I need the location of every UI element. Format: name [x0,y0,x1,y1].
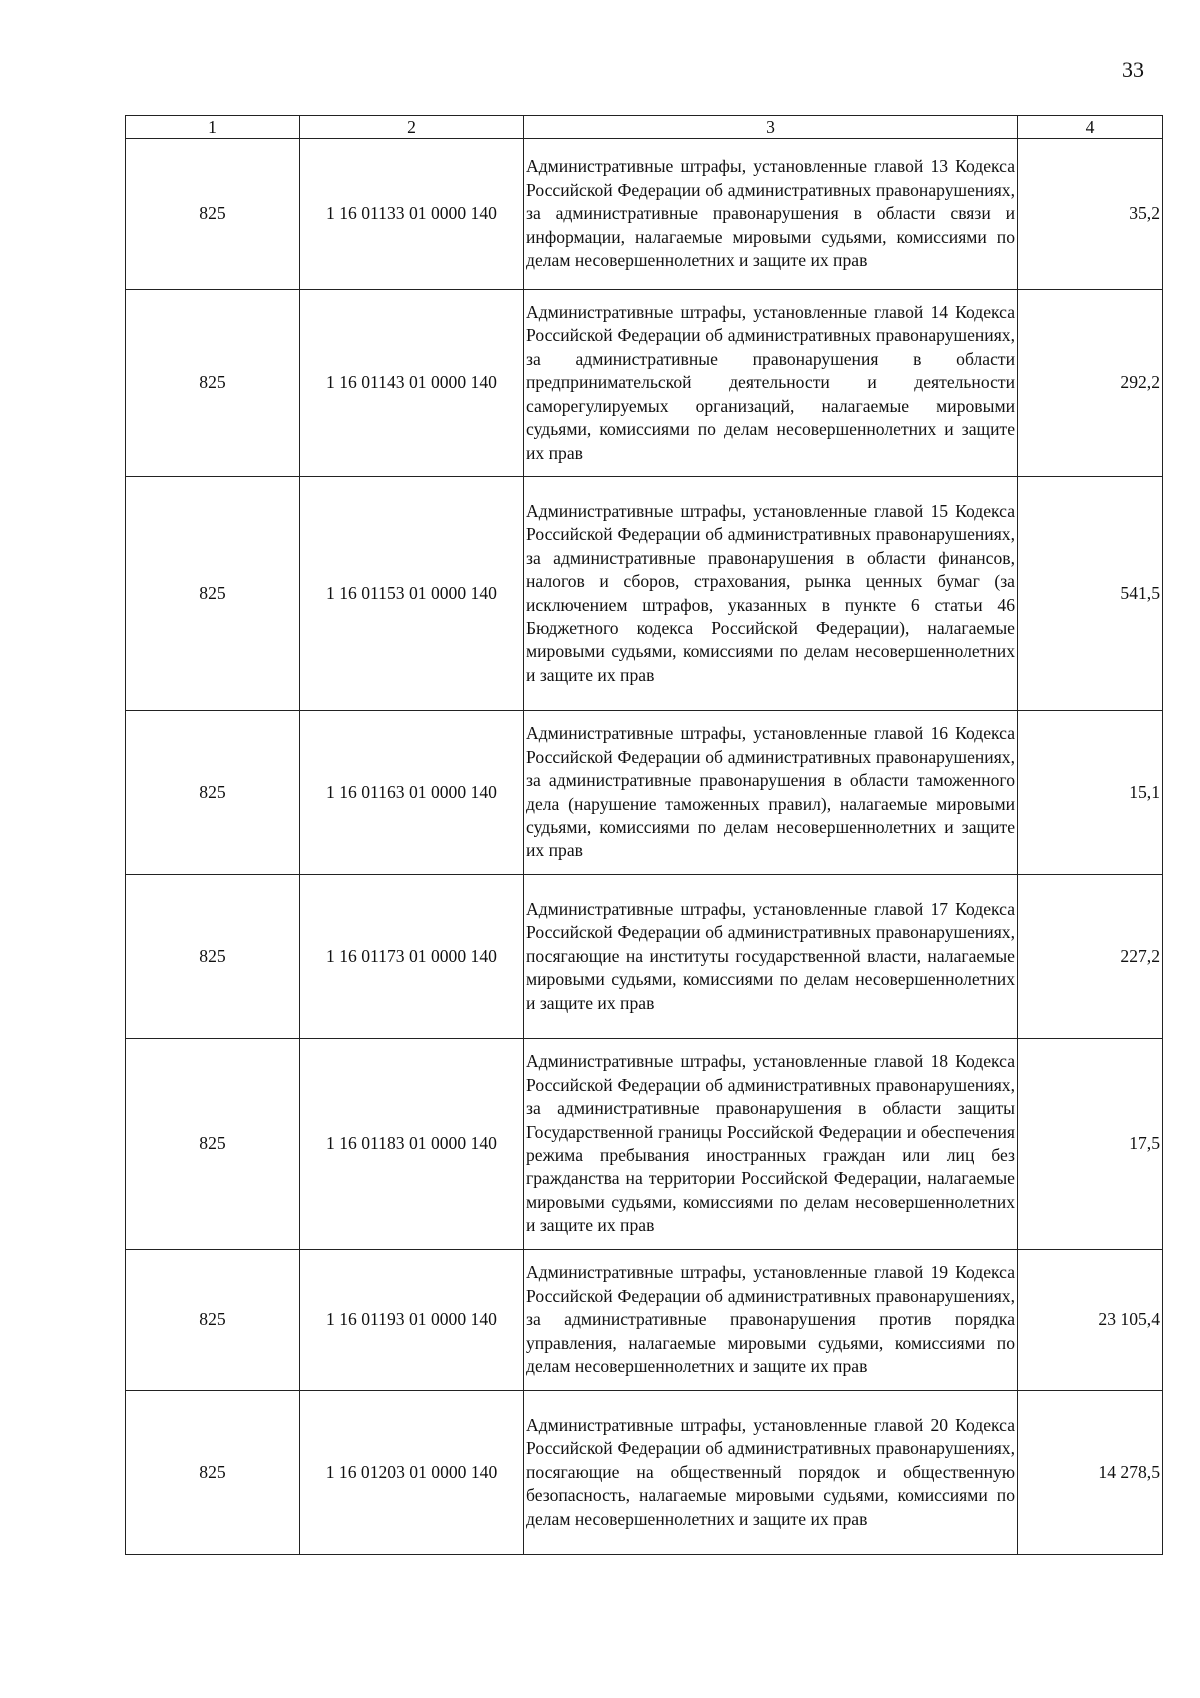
admin-code-cell: 825 [126,477,300,711]
sum-cell: 14 278,5 [1018,1391,1163,1555]
description-cell: Административные штрафы, установленные главой 15 Кодекса Российской Федерации об административных правонарушениях, за административные правонарушения в области финансов, налогов и сборов, страхования, рынка ценных бумаг (за исключением штрафов, указанных в пункте 6 статьи 46 Бюджетного кодекса Российской Федерации), налагаемые мировыми судьями, комиссиями по делам несовершеннолетних и защите их прав [524,477,1018,711]
revenue-code-cell: 1 16 01203 01 0000 140 [300,1391,524,1555]
admin-code-cell: 825 [126,711,300,875]
revenue-code-cell: 1 16 01153 01 0000 140 [300,477,524,711]
sum-cell: 17,5 [1018,1039,1163,1250]
description-cell: Административные штрафы, установленные главой 13 Кодекса Российской Федерации об административных правонарушениях, за административные правонарушения в области связи и информации, налагаемые мировыми судьями, комиссиями по делам несовершеннолетних и защите их прав [524,139,1018,290]
sum-cell: 541,5 [1018,477,1163,711]
admin-code-cell: 825 [126,139,300,290]
revenue-code-cell: 1 16 01173 01 0000 140 [300,875,524,1039]
sum-cell: 292,2 [1018,290,1163,477]
column-header-2: 2 [300,116,524,139]
description-cell: Административные штрафы, установленные главой 17 Кодекса Российской Федерации об административных правонарушениях, посягающие на институты государственной власти, налагаемые мировыми судьями, комиссиями по делам несовершеннолетних и защите их прав [524,875,1018,1039]
header-row [126,116,1163,139]
table-row [126,290,1163,477]
revenue-code-cell: 1 16 01183 01 0000 140 [300,1039,524,1250]
page-number: 33 [1122,57,1144,82]
column-header-3: 3 [524,116,1018,139]
admin-code-cell: 825 [126,1391,300,1555]
table-row [126,477,1163,711]
revenue-code-cell: 1 16 01193 01 0000 140 [300,1250,524,1391]
revenue-code-cell: 1 16 01133 01 0000 140 [300,139,524,290]
fees-table [125,115,1163,1555]
admin-code-cell: 825 [126,875,300,1039]
description-cell: Административные штрафы, установленные главой 16 Кодекса Российской Федерации об административных правонарушениях, за административные правонарушения в области таможенного дела (нарушение таможенных правил), налагаемые мировыми судьями, комиссиями по делам несовершеннолетних и защите их прав [524,711,1018,875]
sum-cell: 35,2 [1018,139,1163,290]
table-row [126,875,1163,1039]
revenue-code-cell: 1 16 01143 01 0000 140 [300,290,524,477]
revenue-code-cell: 1 16 01163 01 0000 140 [300,711,524,875]
sum-cell: 23 105,4 [1018,1250,1163,1391]
description-cell: Административные штрафы, установленные главой 20 Кодекса Российской Федерации об административных правонарушениях, посягающие на общественный порядок и общественную безопасность, налагаемые мировыми судьями, комиссиями по делам несовершеннолетних и защите их прав [524,1391,1018,1555]
admin-code-cell: 825 [126,1250,300,1391]
table-row [126,711,1163,875]
sum-cell: 15,1 [1018,711,1163,875]
table-row [126,1250,1163,1391]
description-cell: Административные штрафы, установленные главой 14 Кодекса Российской Федерации об административных правонарушениях, за административные правонарушения в области предпринимательской деятельности и деятельности саморегулируемых организаций, налагаемые мировыми судьями, комиссиями по делам несовершеннолетних и защите их прав [524,290,1018,477]
column-header-4: 4 [1018,116,1163,139]
admin-code-cell: 825 [126,1039,300,1250]
table-row [126,1391,1163,1555]
description-cell: Административные штрафы, установленные главой 18 Кодекса Российской Федерации об административных правонарушениях, за административные правонарушения в области защиты Государственной границы Российской Федерации и обеспечения режима пребывания иностранных граждан или лиц без гражданства на территории Российской Федерации, налагаемые мировыми судьями, комиссиями по делам несовершеннолетних и защите их прав [524,1039,1018,1250]
sum-cell: 227,2 [1018,875,1163,1039]
admin-code-cell: 825 [126,290,300,477]
description-cell: Административные штрафы, установленные главой 19 Кодекса Российской Федерации об административных правонарушениях, за административные правонарушения против порядка управления, налагаемые мировыми судьями, комиссиями по делам несовершеннолетних и защите их прав [524,1250,1018,1391]
table-row [126,1039,1163,1250]
column-header-1: 1 [126,116,300,139]
table-row [126,139,1163,290]
